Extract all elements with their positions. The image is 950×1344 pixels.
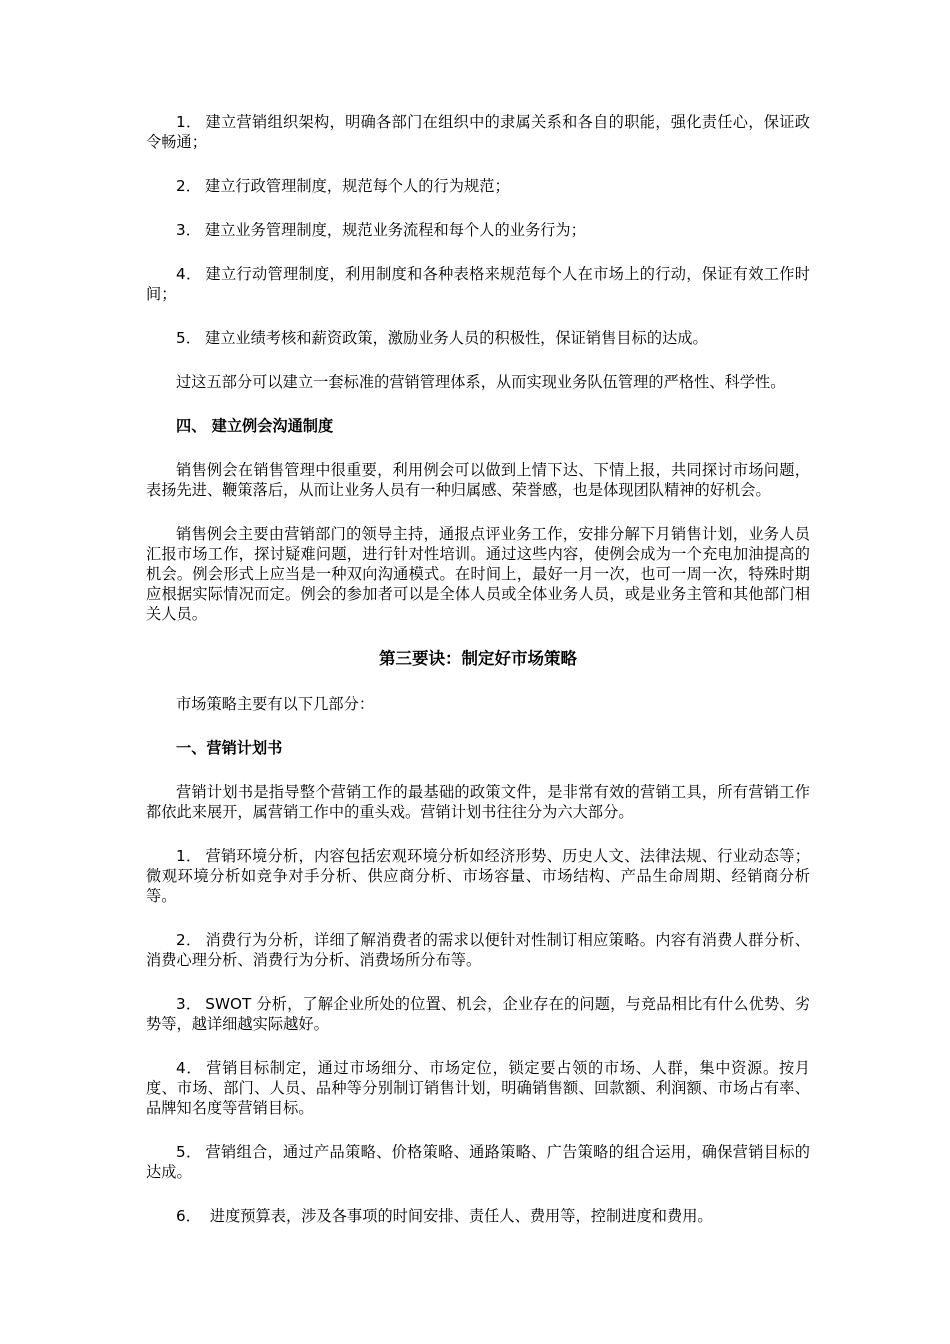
paragraph-text: 市场策略主要有以下几部分：: [176, 695, 375, 713]
item-number: 5．: [176, 1143, 202, 1161]
paragraph-text: 营销组合，通过产品策略、价格策略、通路策略、广告策略的组合运用，确保营销目标的达成。: [146, 1143, 811, 1181]
paragraph-plan-item-1: [146, 846, 810, 906]
document-page: [146, 112, 810, 1250]
paragraph-text: 建立营销组织架构，明确各部门在组织中的隶属关系和各自的职能，强化责任心，保证政令畅通；: [146, 113, 811, 151]
paragraph-text: 营销目标制定，通过市场细分、市场定位，锁定要占领的市场、人群，集中资源。按月度、市场、部门、人员、品种等分别制订销售计划，明确销售额、回款额、利润额、市场占有率、品牌知名度等营销目标。: [146, 1059, 811, 1117]
paragraph-text: SWOT 分析，了解企业所处的位置、机会，企业存在的问题，与竞品相比有什么优势、劣势等，越详细越实际越好。: [146, 995, 810, 1033]
paragraph-text: 进度预算表，涉及各事项的时间安排、责任人、费用等，控制进度和费用。: [204, 1207, 713, 1225]
item-number: 3．: [176, 995, 202, 1013]
paragraph-item-3: [146, 220, 810, 240]
paragraph-plan-item-5: [146, 1142, 810, 1182]
paragraph-strategy-intro: [146, 694, 810, 714]
heading-meeting-system: 四、 建立例会沟通制度: [176, 417, 334, 435]
paragraph-text: 过这五部分可以建立一套标准的营销管理体系，从而实现业务队伍管理的严格性、科学性。: [176, 373, 786, 391]
paragraph-text: 建立业务管理制度，规范业务流程和每个人的业务行为；: [204, 221, 586, 239]
paragraph-plan-item-4: [146, 1058, 810, 1118]
paragraph-text: 销售例会在销售管理中很重要，利用例会可以做到上情下达、下情上报，共同探讨市场问题，表扬先进、鞭策落后，从而让业务人员有一种归属感、荣誉感，也是体现团队精神的好机会。: [146, 461, 810, 499]
item-number: 2．: [176, 931, 202, 949]
paragraph-item-4: [146, 264, 810, 304]
paragraph-plan-intro: [146, 782, 810, 822]
paragraph-meeting-importance: [146, 460, 810, 500]
paragraph-text: 建立业绩考核和薪资政策，激励业务人员的积极性，保证销售目标的达成。: [204, 329, 708, 347]
paragraph-item-2: [146, 176, 810, 196]
paragraph-text: 建立行政管理制度，规范每个人的行为规范；: [204, 177, 510, 195]
paragraph-text: 建立行动管理制度，利用制度和各种表格来规范每个人在市场上的行动，保证有效工作时间；: [146, 265, 811, 303]
heading-marketing-plan: 一、营销计划书: [176, 739, 283, 757]
paragraph-text: 营销环境分析，内容包括宏观环境分析如经济形势、历史人文、法律法规、行业动态等；微观环境分析如竞争对手分析、供应商分析、市场容量、市场结构、产品生命周期、经销商分析等。: [146, 847, 811, 905]
paragraph-text: 消费行为分析，详细了解消费者的需求以便针对性制订相应策略。内容有消费人群分析、消费心理分析、消费行为分析、消费场所分布等。: [146, 931, 811, 969]
paragraph-plan-item-3: [146, 994, 810, 1034]
item-number: 4．: [176, 1059, 203, 1077]
paragraph-item-1: [146, 112, 810, 152]
paragraph-plan-item-6: [146, 1206, 810, 1226]
item-number: 2．: [176, 177, 201, 195]
paragraph-text: 销售例会主要由营销部门的领导主持，通报点评业务工作，安排分解下月销售计划，业务人员汇报市场工作，探讨疑难问题，进行针对性培训。通过这些内容，使例会成为一个充电加油提高的机会。例会形式上应当是一种双向沟通模式。在时间上，最好一月一次，也可一周一次，特殊时期应根据实际情况而定。例会的参加者可以是全体人员或全体业务人员，或是业务主管和其他部门相关人员。: [146, 525, 810, 623]
paragraph-plan-item-2: [146, 930, 810, 970]
paragraph-summary: [146, 372, 810, 392]
item-number: 6．: [176, 1207, 201, 1225]
section-title-market-strategy: 第三要诀：制定好市场策略: [379, 649, 577, 668]
item-number: 3．: [176, 221, 201, 239]
paragraph-text: 营销计划书是指导整个营销工作的最基础的政策文件，是非常有效的营销工具，所有营销工作都依此来展开，属营销工作中的重头戏。营销计划书往往分为六大部分。: [146, 783, 810, 821]
item-number: 1．: [176, 113, 202, 131]
item-number: 1．: [176, 847, 202, 865]
item-number: 5．: [176, 329, 201, 347]
paragraph-meeting-details: [146, 524, 810, 624]
item-number: 4．: [176, 265, 202, 283]
paragraph-item-5: [146, 328, 810, 348]
